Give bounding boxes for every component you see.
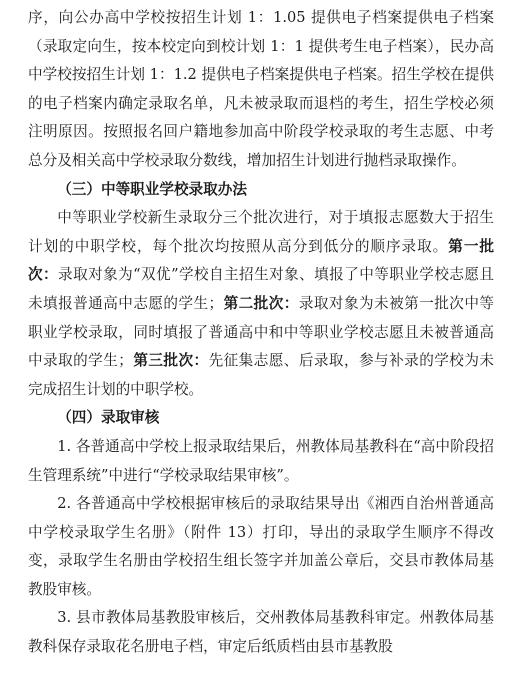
batch-3-text: 先征集志愿、后录取，参与补录的学校为未完成招生计划的中职学校。 <box>28 352 494 398</box>
section-heading-admission-review: （四）录取审核 <box>57 409 160 427</box>
batch-1-text: 录取对象为“双优”学校自主招生对象、填报了中等职业学校志愿且未填报普通高中志愿的学生； <box>28 266 494 312</box>
paragraph-electronic-archives: 序，向公办高中学校按招生计划 1：1.05 提供电子档案提供电子档案（录取定向生，按本校定向到校计划 1：1 提供考生电子档案），民办高中学校按招生计划 1：1.2 提供电子档案提供电子档案。招生学校在提供的电子档案内确定录取名单，凡未被录取而退档的考生，招生学校必须注明原因。按照报名回户籍地参加高中阶段学校录取的考生志愿、中考总分及相关高中学校录取分数线，增加招生计划进行抛档录取操作。 <box>28 9 494 169</box>
review-item-3: 3. 县市教体局基教股审核后，交州教体局基教科审定。州教体局基教科保存录取花名册电子档，审定后纸质档由县市基教股 <box>28 609 494 656</box>
batch-1-label: 第一批次： <box>28 237 494 284</box>
review-item-2: 2. 各普通高中学校根据审核后的录取结果导出《湘西自治州普通高中学校录取学生名册》（附件 13）打印，导出的录取学生顺序不得改变，录取学生名册由学校招生组长签字并加盖公章后，交县市教体局基教股审核。 <box>28 495 494 598</box>
section-heading-vocational-admission: （三）中等职业学校录取办法 <box>57 180 247 198</box>
batch-2-text: 录取对象为未被第一批次中等职业学校录取，同时填报了普通高中和中等职业学校志愿且未被普通高中录取的学生； <box>28 294 494 370</box>
batch-2-label: 第二批次： <box>223 294 299 312</box>
document-page <box>28 4 494 662</box>
review-item-1: 1. 各普通高中学校上报录取结果后，州教体局基教科在“高中阶段招生管理系统”中进行“学校录取结果审核”。 <box>28 437 494 484</box>
batch-intro-text: 中等职业学校新生录取分三个批次进行，对于填报志愿数大于招生计划的中职学校，每个批次均按照从高分到低分的顺序录取。 <box>28 209 494 255</box>
paragraph-vocational-batches <box>28 204 494 404</box>
batch-3-label: 第三批次： <box>132 352 209 370</box>
